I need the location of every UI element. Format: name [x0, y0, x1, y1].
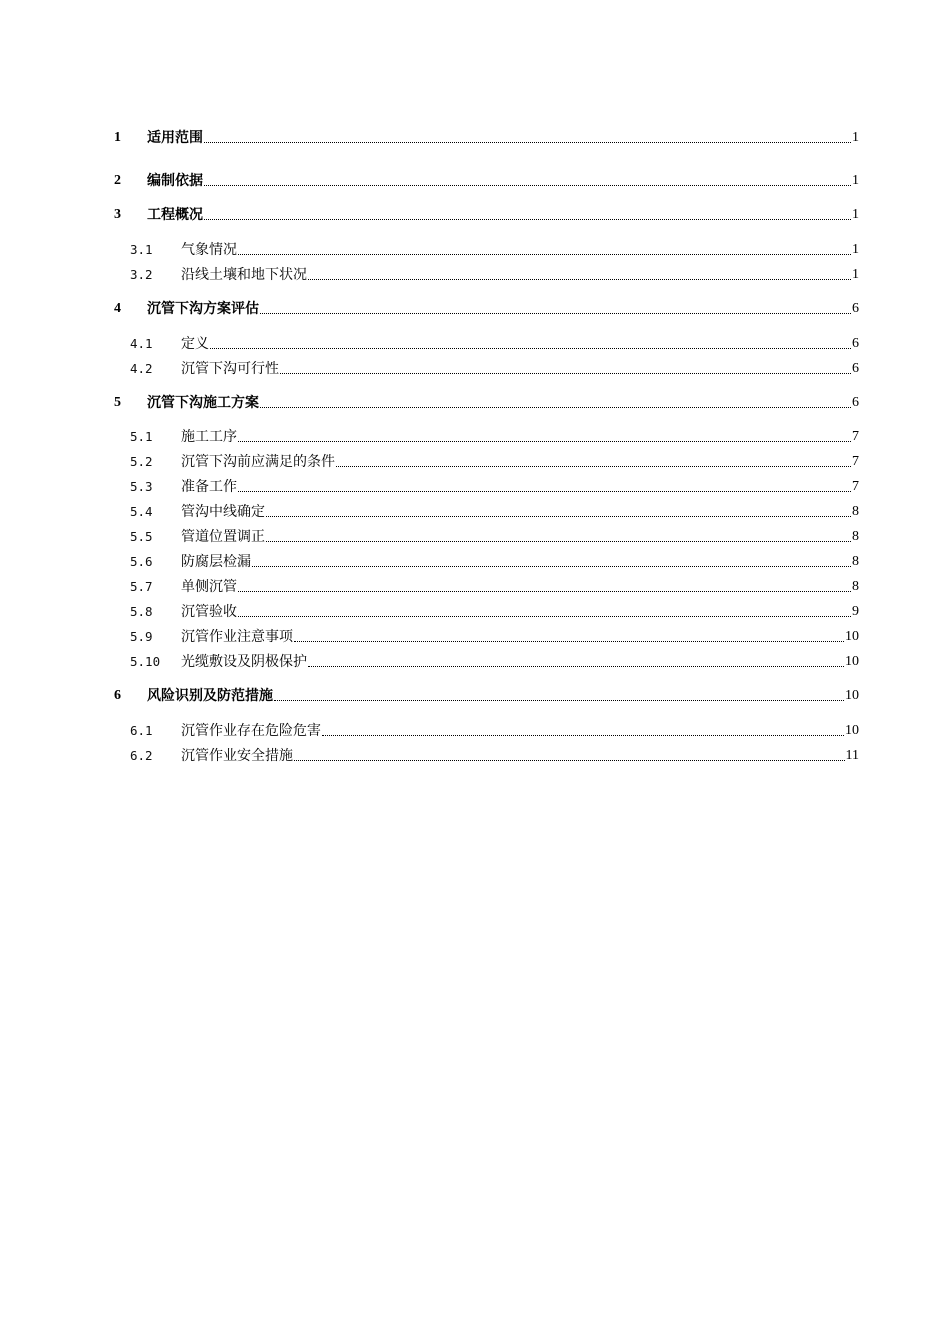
dot-leader — [308, 665, 844, 667]
toc-entry[interactable] — [114, 298, 859, 318]
toc-entry-title: 管沟中线确定 — [181, 504, 265, 520]
toc-entry-title: 单侧沉管 — [181, 579, 237, 595]
toc-entry-page: 10 — [845, 629, 859, 644]
toc-entry-number: 5.1 — [130, 429, 153, 444]
dot-leader — [238, 253, 851, 255]
toc-entry-page: 10 — [845, 654, 859, 669]
dot-leader — [266, 540, 851, 542]
toc-entry-page: 6 — [852, 361, 859, 376]
dot-leader — [260, 312, 851, 314]
toc-entry-number: 5.7 — [130, 579, 153, 594]
toc-entry-title: 防腐层检漏 — [181, 554, 251, 570]
toc-entry-number: 3 — [114, 207, 121, 222]
dot-leader — [238, 590, 851, 592]
toc-entry[interactable] — [130, 358, 859, 378]
toc-entry-number: 5.8 — [130, 604, 153, 619]
toc-entry-page: 8 — [852, 504, 859, 519]
toc-entry-title: 风险识别及防范措施 — [147, 688, 273, 704]
toc-entry[interactable] — [114, 685, 859, 705]
toc-entry-title: 管道位置调正 — [181, 529, 265, 545]
toc-entry-page: 11 — [845, 748, 859, 763]
toc-entry-number: 6.2 — [130, 748, 153, 763]
toc-entry-number: 1 — [114, 130, 121, 145]
dot-leader — [204, 184, 851, 186]
toc-entry-title: 沿线土壤和地下状况 — [181, 267, 307, 283]
toc-entry-number: 5.10 — [130, 654, 161, 669]
toc-entry-title: 定义 — [181, 336, 209, 352]
toc-entry[interactable] — [130, 651, 859, 671]
toc-entry-title: 沉管下沟方案评估 — [147, 301, 259, 317]
toc-entry-number: 2 — [114, 173, 121, 188]
toc-entry-title: 气象情况 — [181, 242, 237, 258]
toc-entry[interactable] — [130, 745, 859, 765]
toc-entry-number: 4.2 — [130, 361, 153, 376]
toc-entry-number: 5.3 — [130, 479, 153, 494]
toc-entry-title: 沉管作业安全措施 — [181, 748, 293, 764]
toc-entry[interactable] — [130, 720, 859, 740]
toc-entry-page: 6 — [852, 336, 859, 351]
dot-leader — [274, 699, 844, 701]
toc-entry-number: 3.2 — [130, 267, 153, 282]
dot-leader — [294, 640, 844, 642]
toc-entry-title: 施工工序 — [181, 429, 237, 445]
toc-entry-number: 4.1 — [130, 336, 153, 351]
toc-entry-title: 适用范围 — [147, 130, 203, 146]
dot-leader — [204, 218, 851, 220]
toc-entry-page: 1 — [852, 207, 859, 222]
toc-entry-page: 8 — [852, 579, 859, 594]
dot-leader — [280, 372, 851, 374]
toc-entry[interactable] — [130, 501, 859, 521]
toc-entry[interactable] — [130, 626, 859, 646]
toc-entry[interactable] — [130, 601, 859, 621]
toc-entry-page: 1 — [852, 130, 859, 145]
toc-entry[interactable] — [130, 333, 859, 353]
dot-leader — [260, 406, 851, 408]
toc-entry[interactable] — [114, 170, 859, 190]
toc-entry-title: 沉管下沟施工方案 — [147, 395, 259, 411]
toc-entry-page: 7 — [852, 454, 859, 469]
toc-entry-page: 9 — [852, 604, 859, 619]
toc-entry-page: 1 — [852, 242, 859, 257]
toc-entry-number: 5.2 — [130, 454, 153, 469]
toc-entry-number: 5.6 — [130, 554, 153, 569]
toc-entry-title: 沉管下沟可行性 — [181, 361, 279, 377]
toc-entry-number: 5.5 — [130, 529, 153, 544]
toc-entry-number: 5.4 — [130, 504, 153, 519]
toc-entry-title: 准备工作 — [181, 479, 237, 495]
toc-entry[interactable] — [130, 551, 859, 571]
toc-entry-page: 8 — [852, 554, 859, 569]
dot-leader — [294, 759, 845, 761]
toc-entry-number: 4 — [114, 301, 121, 316]
toc-entry-page: 10 — [845, 688, 859, 703]
toc-entry-page: 7 — [852, 429, 859, 444]
toc-entry-page: 8 — [852, 529, 859, 544]
dot-leader — [238, 615, 851, 617]
toc-entry-title: 编制依据 — [147, 173, 203, 189]
toc-entry-page: 1 — [852, 267, 859, 282]
toc-entry-title: 沉管下沟前应满足的条件 — [181, 454, 335, 470]
toc-entry-title: 工程概况 — [147, 207, 203, 223]
toc-entry-page: 6 — [852, 301, 859, 316]
toc-entry-page: 6 — [852, 395, 859, 410]
toc-entry-number: 5.9 — [130, 629, 153, 644]
toc-entry-number: 3.1 — [130, 242, 153, 257]
toc-entry-title: 沉管验收 — [181, 604, 237, 620]
dot-leader — [266, 515, 851, 517]
toc-entry-page: 7 — [852, 479, 859, 494]
toc-entry-title: 光缆敷设及阴极保护 — [181, 654, 307, 670]
dot-leader — [308, 278, 851, 280]
toc-entry[interactable] — [114, 204, 859, 224]
toc-entry-number: 5 — [114, 395, 121, 410]
toc-entry-page: 10 — [845, 723, 859, 738]
dot-leader — [252, 565, 851, 567]
dot-leader — [238, 490, 851, 492]
dot-leader — [336, 465, 851, 467]
toc-entry[interactable] — [114, 392, 859, 412]
dot-leader — [322, 734, 844, 736]
toc-entry-number: 6.1 — [130, 723, 153, 738]
toc-entry[interactable] — [130, 426, 859, 446]
toc-entry-title: 沉管作业注意事项 — [181, 629, 293, 645]
toc-entry-title: 沉管作业存在危险危害 — [181, 723, 321, 739]
toc-entry[interactable] — [130, 264, 859, 284]
toc-entry[interactable] — [130, 526, 859, 546]
dot-leader — [204, 141, 851, 143]
toc-entry[interactable] — [130, 576, 859, 596]
toc-entry-page: 1 — [852, 173, 859, 188]
toc-entry[interactable] — [130, 239, 859, 259]
toc-entry[interactable] — [130, 451, 859, 471]
dot-leader — [210, 347, 851, 349]
toc-entry[interactable] — [114, 127, 859, 147]
toc-entry[interactable] — [130, 476, 859, 496]
dot-leader — [238, 440, 851, 442]
toc-entry-number: 6 — [114, 688, 121, 703]
